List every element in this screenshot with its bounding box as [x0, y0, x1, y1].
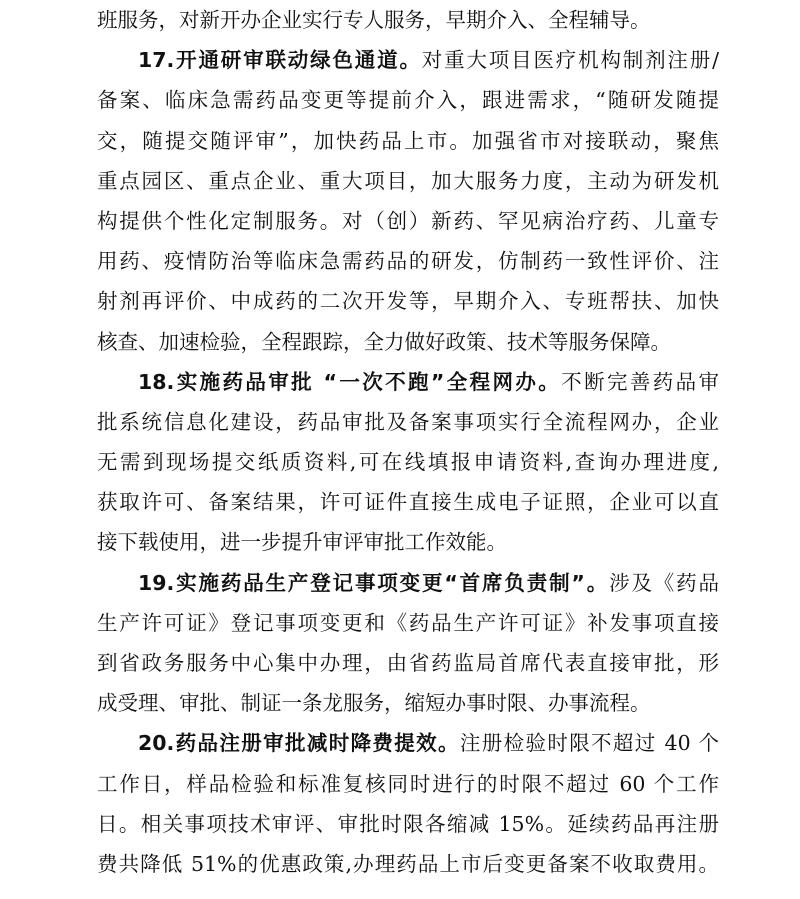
item-heading: 20.药品注册审批减时降费提效。	[138, 731, 460, 756]
text-line: 无需到现场提交纸质资料,可在线填报申请资料,查询办理进度,	[97, 450, 719, 475]
item-first-line-text: 对重大项目医疗机构制剂注册/	[421, 48, 720, 73]
text-line: 批系统信息化建设，药品审批及备案事项实行全流程网办，企业	[97, 409, 719, 434]
document-page	[97, 0, 719, 884]
text-line: 成受理、审批、制证一条龙服务，缩短办事时限、办事流程。	[97, 691, 651, 716]
text-line: 班服务，对新开办企业实行专人服务，早期介入、全程辅导。	[97, 8, 651, 32]
item-first-line-text: 不断完善药品审	[561, 369, 720, 394]
item-20-paragraph	[97, 723, 719, 884]
text-line	[97, 563, 719, 603]
item-heading: 18.实施药品审批 “一次不跑”全程网办。	[138, 369, 562, 394]
text-line: 接下载使用，进一步提升审评审批工作效能。	[97, 530, 507, 555]
text-line: 到省政务服务中心集中办理，由省药监局首席代表直接审批，形	[97, 651, 719, 675]
text-line: 构提供个性化定制服务。对（创）新药、罕见病治疗药、儿童专	[97, 208, 719, 233]
text-line: 备案、临床急需药品变更等提前介入，跟进需求，“随研发随提	[97, 88, 719, 113]
text-line: 日。相关事项技术审评、审批时限各缩减 15%。延续药品再注册	[97, 811, 719, 836]
text-line: 工作日，样品检验和标准复核同时进行的时限不超过 60 个工作	[97, 771, 719, 796]
text-line: 用药、疫情防治等临床急需药品的研发，仿制药一致性评价、注	[97, 249, 719, 274]
text-line: 交，随提交随评审”，加快药品上市。加强省市对接联动，聚焦	[97, 128, 719, 153]
text-line: 生产许可证》登记事项变更和《药品生产许可证》补发事项直接	[97, 610, 719, 635]
text-line	[97, 40, 719, 80]
item-first-line-text: 涉及《药品	[609, 570, 720, 595]
text-line: 核查、加速检验，全程跟踪，全力做好政策、技术等服务保障。	[97, 329, 671, 354]
item-heading: 17.开通研审联动绿色通道。	[138, 48, 422, 73]
item-17-paragraph	[97, 40, 719, 362]
continuation-paragraph	[97, 0, 719, 40]
text-line: 重点园区、重点企业、重大项目，加大服务力度，主动为研发机	[97, 168, 719, 193]
text-line	[97, 723, 719, 763]
item-19-paragraph	[97, 563, 719, 724]
item-first-line-text: 注册检验时限不超过 40 个	[459, 731, 719, 756]
text-line: 费共降低 51%的优惠政策,办理药品上市后变更备案不收取费用。	[97, 851, 719, 876]
item-heading: 19.实施药品生产登记事项变更“首席负责制”。	[138, 570, 610, 595]
text-line: 获取许可、备案结果，许可证件直接生成电子证照，企业可以直	[97, 490, 719, 515]
text-line: 射剂再评价、中成药的二次开发等，早期介入、专班帮扶、加快	[97, 289, 719, 314]
item-18-paragraph	[97, 362, 719, 563]
text-line	[97, 362, 719, 402]
